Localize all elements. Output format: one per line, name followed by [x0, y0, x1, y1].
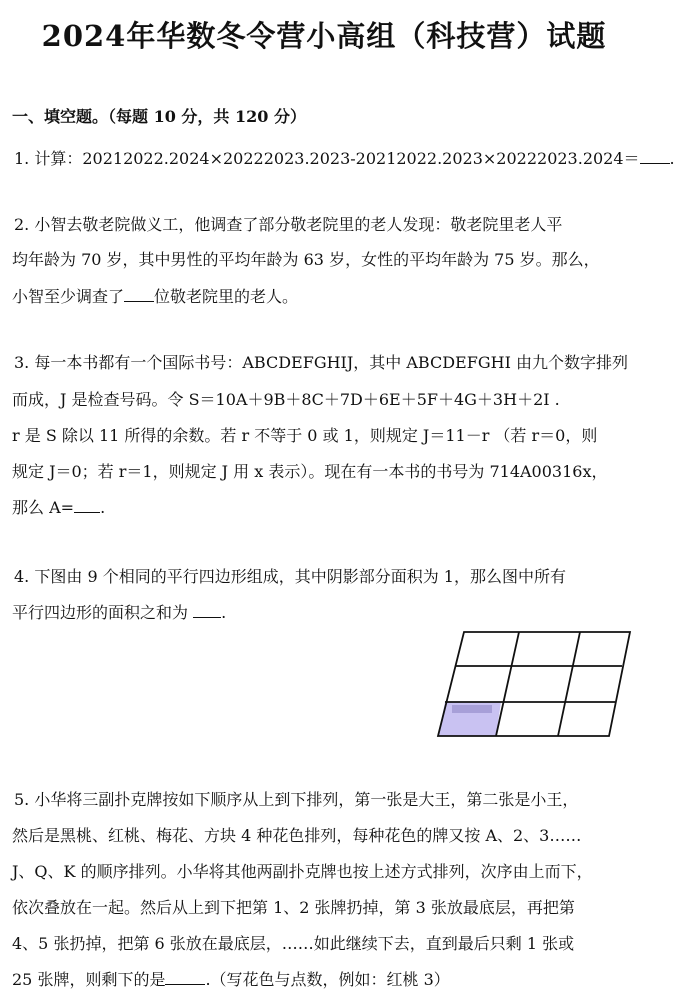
question-4-text-b: .: [221, 603, 227, 622]
question-5-line-5: 4、5 张扔掉，把第 6 张放在最底层，……如此继续下去，直到最后只剩 1 张或: [12, 934, 575, 953]
question-1-end: .: [669, 149, 675, 168]
question-4-line-2: [12, 600, 226, 623]
answer-blank-2: [124, 287, 154, 302]
parallelogram-figure: [434, 628, 634, 740]
answer-blank-5: [165, 970, 205, 985]
shaded-inner-band: [452, 705, 492, 713]
question-2-line-3: [12, 284, 298, 307]
question-1: [14, 146, 675, 169]
answer-blank-1: [640, 149, 670, 164]
page-title: 2024年华数冬令营小高组（科技营）试题: [41, 19, 607, 53]
question-2-text-a: 小智至少调查了: [12, 287, 125, 306]
question-3-line-1: 3. 每一本书都有一个国际书号：ABCDEFGHIJ，其中 ABCDEFGHI 由九个数字排列: [14, 353, 628, 372]
question-3-line-2: 而成，J 是检查号码。令 S＝10A＋9B＋8C＋7D＋6E＋5F＋4G＋3H＋2I .: [12, 390, 560, 409]
question-3-line-5: [12, 495, 105, 518]
section-heading: 一、填空题。（每题 10 分，共 120 分）: [12, 107, 306, 126]
answer-blank-4: [193, 603, 221, 618]
question-1-text: 1. 计算：20212022.2024×20222023.2023-20212022.2023×20222023.2024＝: [14, 149, 640, 168]
question-5-line-4: 依次叠放在一起。然后从上到下把第 1、2 张牌扔掉，第 3 张放最底层，再把第: [12, 898, 575, 917]
question-5-line-1: 5. 小华将三副扑克牌按如下顺序从上到下排列，第一张是大王，第二张是小王，: [14, 790, 579, 809]
question-5-text-b: .（写花色与点数，例如：红桃 3）: [205, 970, 450, 989]
question-5-line-3: J、Q、K 的顺序排列。小华将其他两副扑克牌也按上述方式排列，次序由上而下，: [12, 862, 593, 881]
question-2-line-2: 均年龄为 70 岁，其中男性的平均年龄为 63 岁，女性的平均年龄为 75 岁。那么，: [12, 250, 600, 269]
grid-vertical-2: [558, 632, 580, 736]
question-4-line-1: 4. 下图由 9 个相同的平行四边形组成，其中阴影部分面积为 1，那么图中所有: [14, 567, 566, 586]
question-5-line-2: 然后是黑桃、红桃、梅花、方块 4 种花色排列，每种花色的牌又按 A、2、3……: [12, 826, 582, 845]
question-5-text-a: 25 张牌，则剩下的是: [12, 970, 166, 989]
question-3-line-4: 规定 J＝0；若 r＝1，则规定 J 用 x 表示）。现在有一本书的书号为 714A00316x，: [12, 462, 608, 481]
question-2-line-1: 2. 小智去敬老院做义工，他调查了部分敬老院里的老人发现：敬老院里老人平: [14, 215, 563, 234]
question-5-line-6: [12, 967, 450, 990]
grid-vertical-1: [496, 632, 519, 736]
question-3-line-3: r 是 S 除以 11 所得的余数。若 r 不等于 0 或 1，则规定 J＝11－r （若 r＝0，则: [12, 426, 598, 445]
question-3-text-a: 那么 A=: [12, 498, 75, 517]
question-4-text-a: 平行四边形的面积之和为: [12, 603, 194, 622]
question-2-text-b: 位敬老院里的老人。: [154, 287, 299, 306]
answer-blank-3: [74, 498, 100, 513]
question-3-text-b: .: [100, 498, 106, 517]
